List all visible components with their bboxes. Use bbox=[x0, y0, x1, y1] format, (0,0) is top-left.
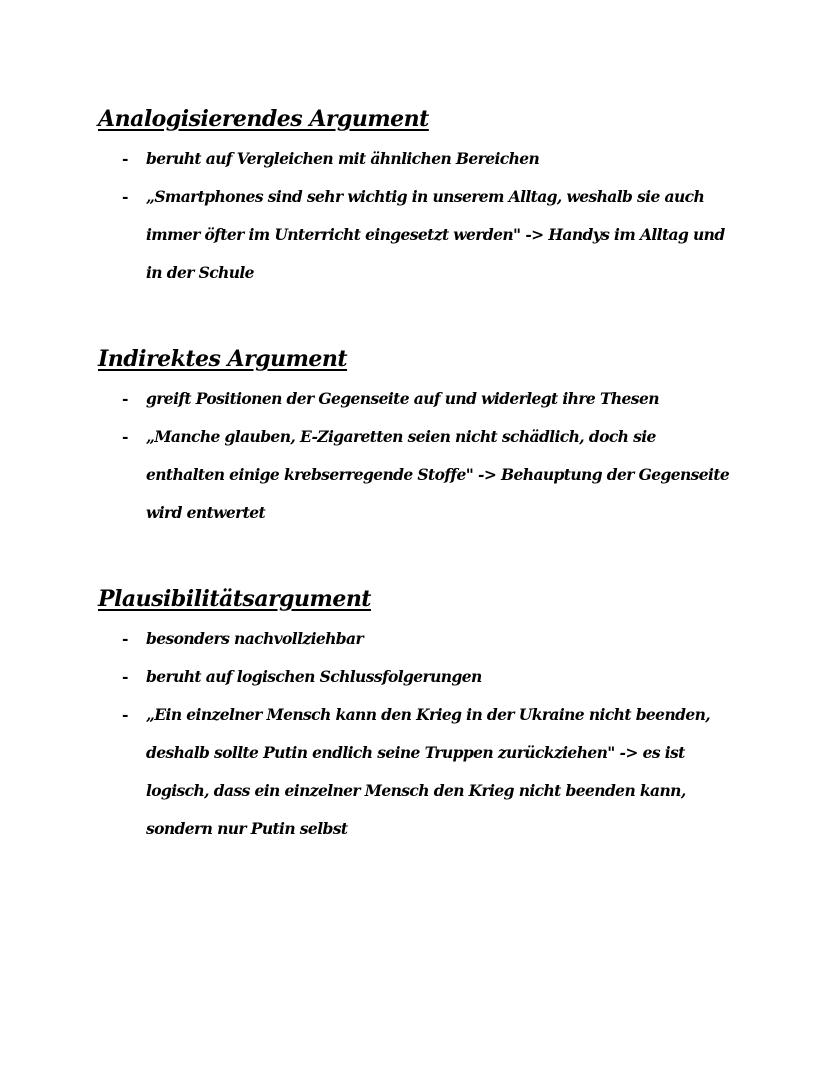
dash-bullet-icon: - bbox=[122, 427, 128, 446]
list-item-text: greift Positionen der Gegenseite auf und widerlegt ihre Thesen bbox=[146, 389, 659, 408]
bullet-list bbox=[98, 140, 738, 292]
dash-bullet-icon: - bbox=[122, 187, 128, 206]
list-item bbox=[98, 620, 738, 658]
dash-bullet-icon: - bbox=[122, 389, 128, 408]
section-heading: Plausibilitätsargument bbox=[98, 586, 371, 612]
list-item-text: „Manche glauben, E-Zigaretten seien nicht schädlich, doch sie enthalten einige krebserregende Stoffe" -> Behauptung der Gegenseite wird entwertet bbox=[146, 427, 730, 522]
list-item bbox=[98, 418, 738, 532]
section-analogisierendes-argument bbox=[98, 104, 738, 292]
section-heading: Indirektes Argument bbox=[98, 346, 348, 372]
list-item-text: „Smartphones sind sehr wichtig in unserem Alltag, weshalb sie auch immer öfter im Unterricht eingesetzt werden" -> Handys im Alltag und in der Schule bbox=[146, 187, 725, 282]
list-item bbox=[98, 140, 738, 178]
list-item bbox=[98, 178, 738, 292]
bullet-list bbox=[98, 620, 738, 848]
list-item-text: besonders nachvollziehbar bbox=[146, 629, 364, 648]
section-heading: Analogisierendes Argument bbox=[98, 106, 429, 132]
dash-bullet-icon: - bbox=[122, 629, 128, 648]
dash-bullet-icon: - bbox=[122, 705, 128, 724]
section-indirektes-argument bbox=[98, 344, 738, 532]
section-plausibilitaetsargument bbox=[98, 584, 738, 848]
list-item bbox=[98, 658, 738, 696]
list-item-text: beruht auf Vergleichen mit ähnlichen Bereichen bbox=[146, 149, 540, 168]
bullet-list bbox=[98, 380, 738, 532]
list-item-text: „Ein einzelner Mensch kann den Krieg in der Ukraine nicht beenden, deshalb sollte Putin endlich seine Truppen zurückziehen" -> es ist logisch, dass ein einzelner Mensch den Krieg nicht beenden kann, sondern nur Putin selbst bbox=[146, 705, 711, 838]
list-item-text: beruht auf logischen Schlussfolgerungen bbox=[146, 667, 482, 686]
list-item bbox=[98, 696, 738, 848]
dash-bullet-icon: - bbox=[122, 667, 128, 686]
dash-bullet-icon: - bbox=[122, 149, 128, 168]
list-item bbox=[98, 380, 738, 418]
